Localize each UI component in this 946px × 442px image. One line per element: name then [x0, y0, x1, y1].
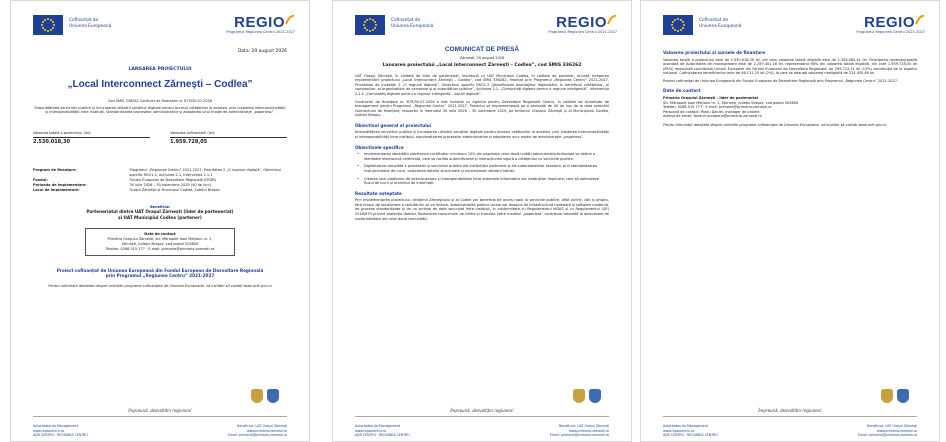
- footer-statement: Împreună, dezvoltăm regiunea!: [128, 408, 192, 413]
- footer-divider: [663, 416, 917, 417]
- paragraph: Îmbunătățirea serviciilor publice și încurajarea utilizării soluțiilor digitale pentru accesul cetățenilor la acestea, prin creșterea interconectivității și interoperabilității între instituții, standardizarea proceselor administrative și adoptarea unui model de administrație „paperless”.: [355, 130, 609, 140]
- eu-star-icon: [672, 27, 674, 29]
- eu-star-icon: [364, 21, 366, 23]
- page-header: [333, 11, 631, 41]
- zarnesti-crest-icon: [573, 389, 585, 403]
- regio-swoosh-icon: [915, 14, 925, 26]
- footer-divider: [355, 416, 609, 417]
- paragraph: Contractul de finanțare nr. 875/30.07.2026 a fost încheiat cu Agenția pentru Dezvoltare Regională Centru, în calitate de Autoritate de management pentru Programul „Regiunea Centru” 2021-2027. Proiectul se implementează pe o perioadă de 40 de luni de la data semnării contractului de finanțare, respectiv în intervalul 30 iulie 2026 – 30 noiembrie 2029, pe teritoriul Orașului Zărnești și al Municipiului Codlea, județul Brașov.: [355, 99, 609, 118]
- cofinance-value: 1.959.728,05: [170, 139, 208, 146]
- page-press-release-continued: [640, 0, 940, 442]
- regio-logo: REGIO: [556, 14, 607, 31]
- paragraph: Prin implementarea proiectului, cetățenii Zărneștiului și ai Codlei vor beneficia de acces rapid la serviciile publice, aflat online, câți și ghișeu, fără timpul de soluționare a solicitărilor se va reduce. Administrațiile publice locale vor dispune de infrastructură hardware și software modernă, de procese standardizate și de un schimb de date securizat între instituții, în conformitate cu Regulamentul eIDAS și cu Regulamentul (UE) 2016/679 privind protecția datelor. Reducerea consumului de hârtie și tranziția către modelul „paperless” contribuie totodată la obiectivele de sustenabilitate ale celor două comunități.: [355, 198, 609, 221]
- page-press-release: [332, 0, 632, 442]
- regio-logo: REGIO: [864, 14, 915, 31]
- info-row: Program de finanțare: Programul „Regiunea Centru” 2021-2027, Prioritatea 2 „O regiune digitală”, Obiectivul specific RSO1.2, Acțiunea 2.1, Intervenția 2.1.1: [33, 167, 282, 177]
- beneficiary-line: Parteneriatul dintre UAT Orașul Zărnești (lider de parteneriat): [86, 209, 234, 215]
- eu-star-icon: [671, 24, 673, 26]
- page-poster: [10, 0, 310, 442]
- list-item: • Digitalizarea completă a proceselor și serviciilor publice ale instituțiilor partenere și ale subordonatelor acestora, prin standardizarea instrumentelor de lucru, colectarea datelor structurate și minimizarea utilizării hârtiei.: [355, 164, 609, 173]
- eu-star-icon: [682, 27, 684, 29]
- contact-line: Primăria Orașului Zărnești – lider de parteneriat: [663, 95, 759, 100]
- section-heading: Date de contact: [663, 88, 701, 94]
- eu-star-icon: [374, 27, 376, 29]
- eu-star-icon: [47, 18, 49, 20]
- eu-star-icon: [363, 24, 365, 26]
- regio-swoosh-icon: [285, 14, 295, 26]
- eu-star-icon: [47, 30, 49, 32]
- project-code: Cod SMIS 336262 Contract de finanțare nr. 875/30.07.2026: [107, 99, 213, 103]
- zarnesti-crest-icon: [251, 389, 263, 403]
- more-info-note: Pentru informații detaliate despre celelalte programe cofinanțate de Uniunea Europeană, vă invităm să vizitați www.mfe.gov.ro: [48, 283, 272, 288]
- footer-left: Autoritatea de Management www.regiocentru.ro ADR CENTRU · REGIUNEA CENTRU: [663, 424, 718, 437]
- page-header: [641, 11, 939, 41]
- footer-right: Beneficiar: UAT Orașul Zărnești www.primaria-zarnesti.ro Email: primaria@primaria-zarnesti.ro: [550, 424, 609, 437]
- eu-star-icon: [677, 18, 679, 20]
- beneficiary-label: Beneficiar: [150, 204, 170, 209]
- eu-star-icon: [375, 24, 377, 26]
- regio-subtitle: Programul Regiunea Centru 2021-2027: [226, 30, 295, 34]
- cofinance-value-label: Valoarea cofinanțării (lei):: [170, 131, 287, 139]
- contact-line: Str. Mitropolit Ioan Mețianu nr. 1, Zărnești, județul Brașov, cod poștal 505800: [663, 100, 799, 105]
- section-heading: Valoarea proiectului și sursele de finanțare: [663, 50, 766, 55]
- regio-subtitle: Programul Regiunea Centru 2021-2027: [856, 30, 925, 34]
- objectives-list: [355, 152, 609, 186]
- eu-star-icon: [680, 29, 682, 31]
- press-release-title: COMUNICAT DE PRESĂ: [444, 46, 520, 53]
- eu-flag-logo: [355, 15, 385, 35]
- press-release-lead: Lansarea proiectului „Local Interconnect Zărnești – Codlea”, cod SMIS 336262: [382, 63, 582, 69]
- contact-line: Telefon: 0268 515 777 · E-mail: primaria@primaria-zarnesti.ro: [663, 105, 772, 110]
- eu-star-icon: [674, 19, 676, 21]
- codlea-crest-icon: [897, 389, 909, 403]
- eu-cofinance-label: Cofinanțat de Uniunea Europeană: [69, 18, 112, 29]
- eu-star-icon: [52, 27, 54, 29]
- regio-swoosh-icon: [607, 14, 617, 26]
- regio-subtitle: Programul Regiunea Centru 2021-2027: [548, 30, 617, 34]
- info-row: Locul de implementare: Orașul Zărnești și Municipiul Codlea, județul Brașov: [33, 187, 220, 192]
- page-header: [11, 11, 309, 41]
- eu-star-icon: [44, 19, 46, 21]
- eu-star-icon: [369, 30, 371, 32]
- eu-flag-logo: [33, 15, 63, 35]
- eu-star-icon: [683, 24, 685, 26]
- eu-star-icon: [372, 29, 374, 31]
- eu-star-icon: [374, 21, 376, 23]
- regio-logo: REGIO: [234, 14, 285, 31]
- eu-star-icon: [44, 29, 46, 31]
- project-info-list: [33, 168, 287, 193]
- press-release-date: Zărnești, 29 august 2026: [459, 55, 505, 60]
- eu-star-icon: [369, 18, 371, 20]
- launch-heading: LANSAREA PROIECTULUI: [128, 66, 192, 72]
- project-title: „Local Interconnect Zărnești – Codlea”: [67, 79, 253, 90]
- info-row: Perioada de implementare: 30 iulie 2026 – 30 noiembrie 2029 (40 de luni): [33, 182, 211, 187]
- codlea-crest-icon: [267, 389, 279, 403]
- footer-left: Autoritatea de Management www.regiocentru.ro ADR CENTRU · REGIUNEA CENTRU: [355, 424, 410, 437]
- contact-line: Primăria Orașului Zărnești, str. Mitropolit Ioan Mețianu nr. 1,: [107, 237, 213, 242]
- contact-box: [85, 228, 235, 255]
- eu-star-icon: [53, 24, 55, 26]
- eu-star-icon: [674, 29, 676, 31]
- eu-star-icon: [366, 29, 368, 31]
- footer-right: Beneficiar: UAT Orașul Zărnești www.primaria-zarnesti.ro Email: primaria@primaria-zarnesti.ro: [858, 424, 917, 437]
- document-date: Data: 29 august 2026: [237, 49, 287, 54]
- eu-star-icon: [682, 21, 684, 23]
- paragraph: Valoarea totală a proiectului este de 2.530.018,30 lei, din care valoarea totală eligibilă este de 2.305.562,41 lei. Finanțarea nerambursabilă acordată de Autoritatea de management este de 2.259.451,16 lei, reprezentând 98% din valoarea totală eligibilă, din care 1.959.728,05 lei (85%) reprezintă contribuția Uniunii Europene din Fondul European de Dezvoltare Regională, iar 299.723,11 lei (13%) contribuția de la bugetul național. Cofinanțarea beneficiarilor este de 46.111,25 lei (2%), la care se adaugă valoarea neeligibilă de 224.455,89 lei.: [663, 57, 917, 76]
- cofinance-statement: prin Programul „Regiunea Centru” 2021-2027: [105, 273, 215, 279]
- section-heading: Obiectivul general al proiectului: [355, 122, 432, 128]
- info-row: Fondul: Fondul European de Dezvoltare Regională (FEDR): [33, 177, 217, 182]
- footer-statement: Împreună, dezvoltăm regiunea!: [450, 408, 514, 413]
- contact-line: Zărnești, județul Brașov, cod poștal 505800: [121, 241, 199, 246]
- eu-star-icon: [366, 19, 368, 21]
- list-item: • Crearea unei platforme de interconectare și interoperabilitate între sistemele informatice ale instituțiilor implicate, care să optimizeze fluxul de lucru și schimbul de informații.: [355, 177, 609, 186]
- footer-right: Beneficiar: UAT Orașul Zărnești www.primaria-zarnesti.ro Email: primaria@primaria-zarnesti.ro: [228, 424, 287, 437]
- list-item: • Implementarea identității electronice certificate: minimum 10% din populația celor două unități administrativ-teritoriale va deține o identitate electronică certificată, care va facilita autentificarea și interacțiunea sigură a cetățenilor cu serviciile publice.: [355, 152, 609, 161]
- eu-cofinance-label: Cofinanțat de Uniunea Europeană: [699, 18, 742, 29]
- section-heading: Rezultate așteptate: [355, 190, 402, 196]
- paragraph: UAT Orașul Zărnești, în calitate de lider de parteneriat, împreună cu UAT Municipiul Codlea, în calitate de partener, anunță începerea implementării proiectului „Local Interconnect Zărnești – Codlea”, cod SMIS 336262, finanțat prin Programul „Regiunea Centru” 2021-2027, Prioritatea de investiții 2 „O regiune digitală”, Obiectivul specific RSO1.2 „Valorificarea avantajelor digitalizării, în beneficiul cetățenilor, al companiilor, al organizațiilor de cercetare și al autorităților publice”, Acțiunea 2.1, „Comunități digitale pentru o regiune inteligentă”, Intervenția 2.1.1 „Comunități digitale pentru o regiune inteligentă – soluții digitale”.: [355, 73, 609, 96]
- eu-star-icon: [42, 27, 44, 29]
- paragraph: Proiect cofinanțat de Uniunea Europeană din Fondul European de Dezvoltare Regională prin Programul „Regiunea Centru” 2021-2027.: [663, 78, 899, 83]
- eu-flag-logo: [663, 15, 693, 35]
- project-objective: Îmbunătățirea serviciilor publice și încurajarea utilizării soluțiilor digitale pentru accesul cetățenilor la acestea, prin creșterea interconectivității și interoperabilității între instituții, standardizarea proceselor administrative și adoptarea unui model de administrație „paperless”.: [34, 105, 286, 115]
- contact-line: Adresa de email: fonduri.europene@primaria-zarnesti.ro: [663, 114, 762, 119]
- eu-star-icon: [364, 27, 366, 29]
- eu-star-icon: [677, 30, 679, 32]
- section-heading: Obiectivele specifice: [355, 144, 404, 150]
- eu-star-icon: [41, 24, 43, 26]
- codlea-crest-icon: [589, 389, 601, 403]
- footer-divider: [33, 416, 287, 417]
- eu-cofinance-label: Cofinanțat de Uniunea Europeană: [391, 18, 434, 29]
- beneficiary-line: și UAT Municipiul Codlea (partener): [118, 214, 202, 220]
- more-info-note: Pentru informații detaliate despre celelalte programe cofinanțate de Uniunea Europeană, vă invităm să vizitați www.mfe.gov.ro: [663, 122, 887, 127]
- cofinance-statement: Proiect cofinanțat de Uniunea Europeană din Fondul European de Dezvoltare Regională: [56, 267, 264, 273]
- footer-statement: Împreună, dezvoltăm regiunea!: [758, 408, 822, 413]
- total-value: 2.530.018,30: [33, 139, 71, 146]
- contact-line: Persoană de contact: Postu Daniel, manager de proiect: [663, 109, 760, 114]
- zarnesti-crest-icon: [881, 389, 893, 403]
- eu-star-icon: [672, 21, 674, 23]
- eu-star-icon: [42, 21, 44, 23]
- eu-star-icon: [52, 21, 54, 23]
- footer-left: Autoritatea de Management www.regiocentru.ro ADR CENTRU · REGIUNEA CENTRU: [33, 424, 88, 437]
- eu-star-icon: [50, 29, 52, 31]
- contact-title: Date de contact: [144, 232, 176, 237]
- total-value-label: Valoarea totală a proiectului (lei):: [33, 131, 150, 139]
- contact-line: Telefon: 0268 515 777 · E-mail: primaria@primaria-zarnesti.ro: [105, 246, 215, 251]
